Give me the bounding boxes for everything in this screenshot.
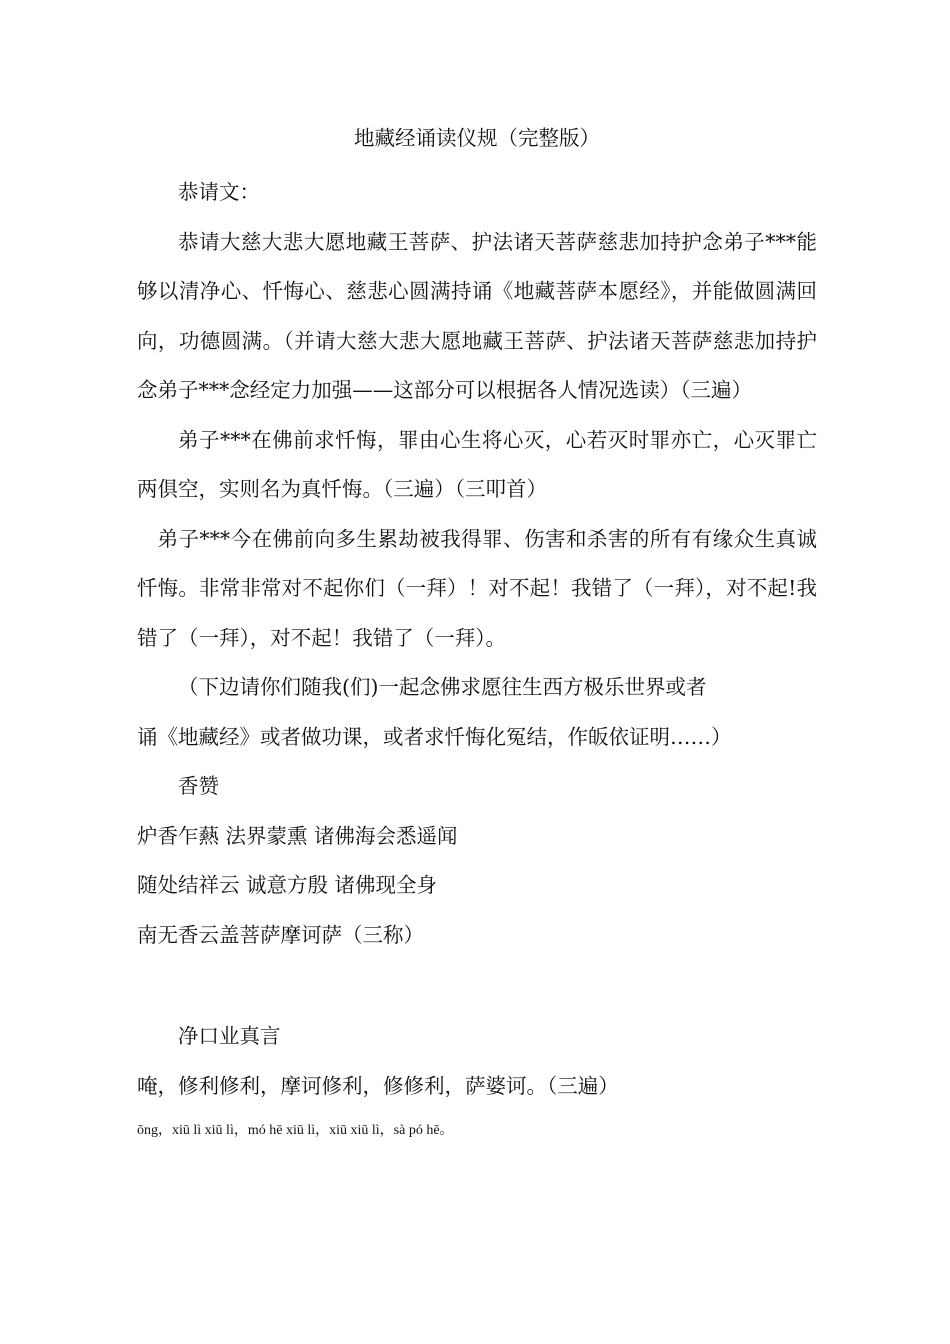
invocation-paragraph-1: 恭请大慈大悲大愿地藏王菩萨、护法诸天菩萨慈悲加持护念弟子***能够以清净心、忏悔心、慈悲心圆满持诵《地藏菩萨本愿经》，并能做圆满回向，功德圆满。（并请大慈大悲大愿地藏王菩萨、护法诸天菩萨慈悲加持护念弟子***念经定力加强——这部分可以根据各人情况选读）（三遍） (137, 229, 817, 402)
mantra-pinyin: ōng，xiū lì xiū lì，mó hē xiū lì，xiū xiū lì，sà pó hē。 (137, 1123, 454, 1138)
mantra-heading: 净口业真言 (178, 1024, 281, 1048)
invocation-paragraph-2: 弟子***在佛前求忏悔，罪由心生将心灭，心若灭时罪亦亡，心灭罪亡两俱空，实则名为真忏悔。（三遍）（三叩首） (137, 427, 817, 501)
invocation-paragraph-4-line-2: 诵《地藏经》或者做功课，或者求忏悔化冤结，作皈依证明……） (137, 724, 732, 749)
incense-verse-line-3: 南无香云盖菩萨摩诃萨（三称） (137, 922, 424, 947)
incense-verse-line-2: 随处结祥云 诚意方殷 诸佛现全身 (137, 873, 438, 897)
page-title: 地藏经诵读仪规（完整版） (354, 126, 600, 150)
incense-verse-line-1: 炉香乍爇 法界蒙熏 诸佛海会悉遥闻 (137, 823, 458, 848)
mantra-text: 唵，修利修利，摩诃修利，修修利，萨婆诃。（三遍） (137, 1073, 619, 1098)
invocation-paragraph-4-line-1: （下边请你们随我(们)一起念佛求愿往生西方极乐世界或者 (178, 675, 707, 699)
invocation-paragraph-3: 弟子***今在佛前向多生累劫被我得罪、伤害和杀害的所有有缘众生真诚忏悔。非常非常对不起你们（一拜）！对不起！我错了（一拜），对不起!我错了（一拜），对不起！我错了（一拜）。 (137, 526, 817, 650)
document-body (137, 118, 817, 1151)
incense-heading: 香赞 (178, 774, 219, 798)
invocation-heading: 恭请文： (178, 180, 260, 204)
